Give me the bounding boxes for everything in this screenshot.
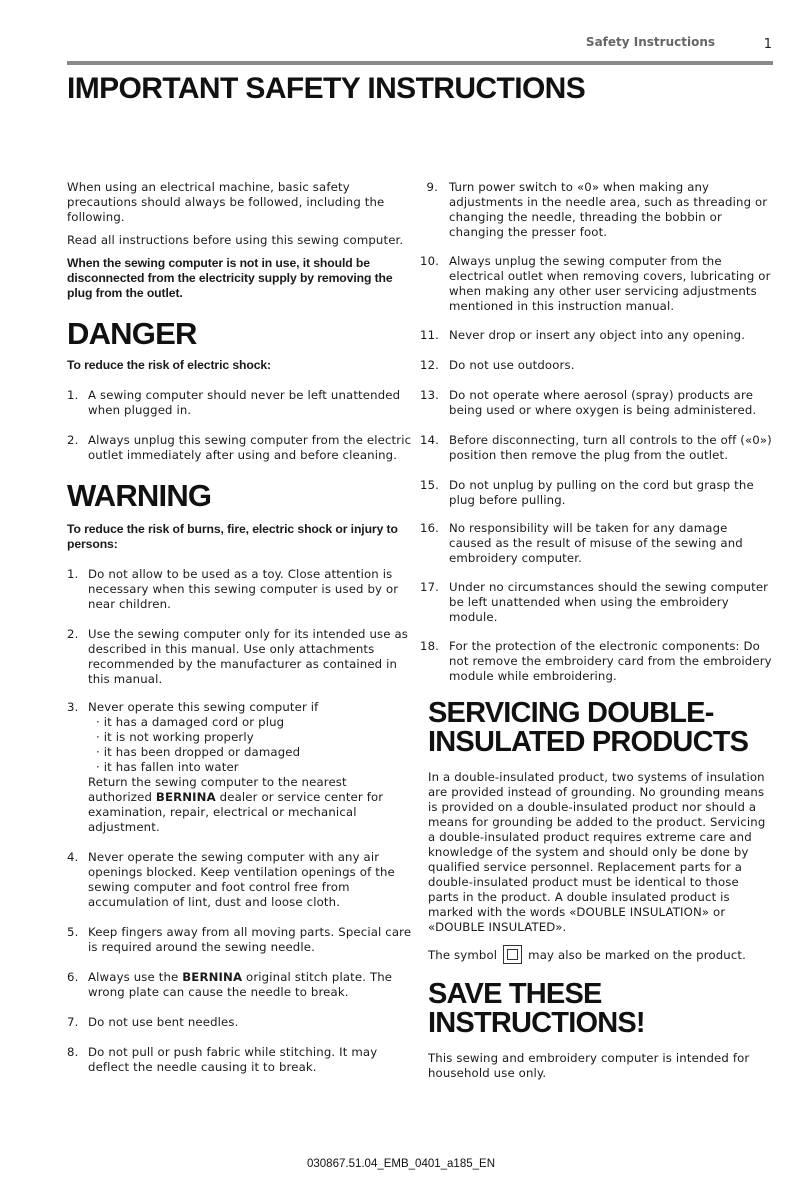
warning-item (420, 433, 773, 463)
warning-item (67, 970, 412, 1000)
warning-item (420, 254, 773, 314)
item-text: Do not use bent needles. (88, 1015, 239, 1029)
item-number: 11. (420, 328, 440, 342)
item-text: Never operate this sewing computer if (88, 700, 319, 714)
warning-item (67, 1015, 412, 1030)
page-title: IMPORTANT SAFETY INSTRUCTIONS (67, 72, 586, 105)
document-code: 030867.51.04_EMB_0401_a185_EN (307, 1158, 495, 1170)
item-text: original stitch plate. The wrong plate can cause the needle to break. (88, 970, 393, 999)
item-number: 5. (67, 925, 79, 939)
item-number: 14. (420, 433, 440, 447)
save-heading-line-2: INSTRUCTIONS! (428, 1007, 645, 1039)
save-heading-line-1: SAVE THESE (428, 978, 602, 1010)
warning-item (420, 388, 773, 418)
save-paragraph: This sewing and embroidery computer is intended for household use only. (428, 1051, 750, 1080)
warning-item (420, 478, 773, 508)
danger-list (67, 388, 412, 463)
item-text: Use the sewing computer only for its intended use as described in this manual. Use only attachments recommended by the manufacturer as contained in this manual. (88, 627, 409, 686)
item-number: 2. (67, 433, 79, 447)
warning-item (420, 328, 773, 343)
item-text: Do not pull or push fabric while stitching. It may deflect the needle causing it to break. (88, 1045, 378, 1074)
danger-item (67, 433, 412, 463)
item-text: Always use the (88, 970, 179, 984)
item-text: For the protection of the electronic components: Do not remove the embroidery card from the embroidery module while embroidering. (449, 639, 772, 683)
item-text: Never drop or insert any object into any opening. (449, 328, 746, 342)
danger-subheading: To reduce the risk of electric shock: (67, 358, 272, 372)
warning-item (67, 850, 412, 910)
condition-item: · it is not working properly (96, 730, 254, 744)
item-text: dealer or service center for examination, repair, electrical or mechanical adjustment. (88, 790, 384, 834)
danger-heading: DANGER (67, 316, 197, 351)
item-text: Do not operate where aerosol (spray) products are being used or where oxygen is being administered. (449, 388, 757, 417)
item-text-continuation (88, 775, 412, 835)
intro-bold-paragraph: When the sewing computer is not in use, it should be disconnected from the electricity supply by removing the plug from the outlet. (67, 256, 393, 300)
item-number: 13. (420, 388, 440, 402)
item-number: 18. (420, 639, 440, 653)
warning-item (428, 180, 773, 240)
item-text: Always unplug the sewing computer from the electrical outlet when removing covers, lubricating or when making any other user servicing adjustments mentioned in this instruction manual. (449, 254, 771, 313)
item-number: 17. (420, 580, 440, 594)
item-number: 12. (420, 358, 440, 372)
item-text: No responsibility will be taken for any damage caused as the result of misuse of the sewing and embroidery computer. (449, 521, 743, 565)
condition-sublist (88, 715, 412, 775)
warning-heading: WARNING (67, 478, 212, 513)
item-number: 9. (426, 180, 438, 194)
header-section-label: Safety Instructions (585, 35, 715, 49)
item-number: 16. (420, 521, 440, 535)
warning-item (67, 700, 412, 835)
right-column (420, 180, 773, 1081)
servicing-heading-line-1: SERVICING DOUBLE- (428, 697, 714, 729)
warning-item (67, 925, 412, 955)
item-number: 8. (67, 1045, 79, 1059)
warning-list-right (420, 180, 773, 684)
servicing-paragraph: In a double-insulated product, two systems of insulation are provided instead of grounding. No grounding means is provided on a double-insulated product nor should a means for grounding be added to the product. Servicing a double-insulated product requires extreme care and knowledge of the system and should only be done by qualified service personnel. Replacement parts for a double-insulated product must be identical to those parts in the product. A double insulated product is marked with the words «DOUBLE INSULATION» or «DOUBLE INSULATED». (428, 770, 766, 934)
danger-item (67, 388, 412, 418)
condition-item: · it has been dropped or damaged (96, 745, 301, 759)
warning-item (420, 521, 773, 566)
item-text: Always unplug this sewing computer from the electric outlet immediately after using and before cleaning. (88, 433, 412, 462)
warning-item (67, 1045, 412, 1075)
warning-item (420, 580, 773, 625)
intro-paragraph-2: Read all instructions before using this sewing computer. (67, 233, 404, 247)
item-number: 1. (67, 567, 79, 581)
item-text: A sewing computer should never be left unattended when plugged in. (88, 388, 401, 417)
item-number: 2. (67, 627, 79, 641)
item-text: Return the sewing computer to the nearest authorized (88, 775, 347, 804)
brand-name: BERNINA (182, 970, 243, 984)
warning-item (67, 627, 412, 687)
save-heading (428, 980, 773, 1038)
warning-list-left (67, 567, 412, 1075)
double-insulation-square-icon (503, 945, 522, 964)
item-number: 10. (420, 254, 440, 268)
symbol-note-text: The symbol (428, 948, 498, 962)
page-number: 1 (763, 37, 772, 52)
header-rule (67, 61, 773, 65)
item-text: Never operate the sewing computer with any air openings blocked. Keep ventilation openings of the sewing computer and foot control free from accumulation of lint, dust and loose cloth. (88, 850, 395, 909)
item-text: Keep fingers away from all moving parts. Special care is required around the sewing needle. (88, 925, 412, 954)
left-column (67, 180, 412, 1075)
item-number: 4. (67, 850, 79, 864)
item-number: 7. (67, 1015, 79, 1029)
item-text: Do not allow to be used as a toy. Close attention is necessary when this sewing computer is used by or near children. (88, 567, 399, 611)
item-text: Under no circumstances should the sewing computer be left unattended when using the embroidery module. (449, 580, 769, 624)
warning-item (67, 567, 412, 612)
intro-paragraph-1: When using an electrical machine, basic safety precautions should always be followed, including the following. (67, 180, 385, 224)
warning-item (420, 358, 773, 373)
item-text: Turn power switch to «0» when making any adjustments in the needle area, such as threading or changing the needle, threading the bobbin or changing the presser foot. (449, 180, 768, 239)
servicing-heading (428, 699, 773, 757)
brand-name: BERNINA (155, 790, 216, 804)
symbol-note (428, 945, 773, 964)
item-number: 15. (420, 478, 440, 492)
servicing-heading-line-2: INSULATED PRODUCTS (428, 726, 749, 758)
warning-subheading: To reduce the risk of burns, fire, electric shock or injury to persons: (67, 522, 398, 551)
warning-item (420, 639, 773, 684)
item-number: 6. (67, 970, 79, 984)
item-number: 1. (67, 388, 79, 402)
condition-item: · it has fallen into water (96, 760, 239, 774)
item-text: Do not use outdoors. (449, 358, 575, 372)
item-number: 3. (67, 700, 79, 714)
condition-item: · it has a damaged cord or plug (96, 715, 285, 729)
item-text: Before disconnecting, turn all controls to the off («0») position then remove the plug from the outlet. (449, 433, 772, 462)
symbol-note-text: may also be marked on the product. (528, 948, 747, 962)
item-text: Do not unplug by pulling on the cord but grasp the plug before pulling. (449, 478, 754, 507)
